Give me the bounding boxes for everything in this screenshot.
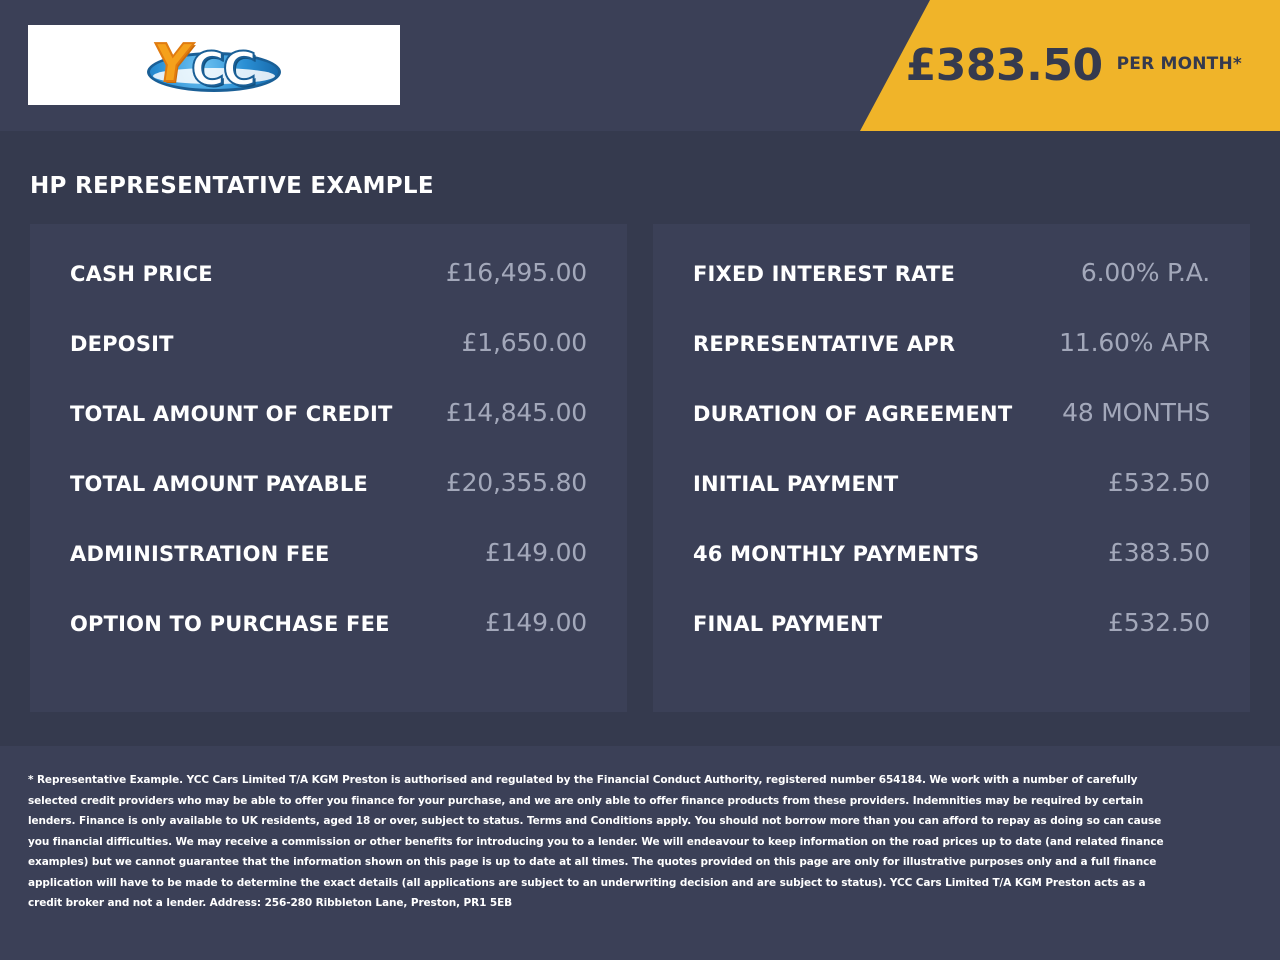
- row-label: ADMINISTRATION FEE: [70, 542, 330, 566]
- table-row: [693, 608, 1210, 678]
- row-label: DEPOSIT: [70, 332, 174, 356]
- row-label: FIXED INTEREST RATE: [693, 262, 956, 286]
- table-row: [693, 328, 1210, 398]
- row-label: FINAL PAYMENT: [693, 612, 883, 636]
- row-value: £1,650.00: [461, 328, 587, 357]
- monthly-price-amount: £383.50: [905, 40, 1103, 91]
- table-row: [693, 258, 1210, 328]
- table-row: [693, 468, 1210, 538]
- monthly-price-group: [906, 0, 1242, 131]
- disclaimer-text: * Representative Example. YCC Cars Limited T/A KGM Preston is authorised and regulated by the Financial Conduct Authority, registered number 654184. We work with a number of carefully selected credit providers who may be able to offer you finance for your purchase, and we are only able to offer finance products from these providers. Indemnities may be required by certain lenders. Finance is only available to UK residents, aged 18 or over, subject to status. Terms and Conditions apply. You should not borrow more than you can afford to repay as doing so can cause you financial difficulties. We may receive a commission or other benefits for introducing you to a lender. We will endeavour to keep information on the road prices up to date (and related finance examples) but we cannot guarantee that the information shown on this page is up to date at all times. The quotes provided on this page are only for illustrative purposes only and a full finance application will have to be made to determine the exact details (all applications are subject to an underwriting decision and are subject to status). YCC Cars Limited T/A KGM Preston acts as a credit broker and not a lender. Address: 256-280 Ribbleton Lane, Preston, PR1 5EB: [28, 774, 1164, 909]
- monthly-price-period: PER MONTH*: [1116, 53, 1242, 74]
- row-value: 48 MONTHS: [1062, 398, 1210, 427]
- row-value: £14,845.00: [445, 398, 587, 427]
- row-label: CASH PRICE: [70, 262, 213, 286]
- row-label: OPTION TO PURCHASE FEE: [70, 612, 390, 636]
- row-value: £532.50: [1108, 468, 1210, 497]
- row-value: £20,355.80: [445, 468, 587, 497]
- row-label: REPRESENTATIVE APR: [693, 332, 956, 356]
- table-row: [70, 258, 587, 328]
- logo-letter-y: Y: [148, 34, 195, 94]
- table-row: [693, 398, 1210, 468]
- row-label: INITIAL PAYMENT: [693, 472, 899, 496]
- table-row: [70, 328, 587, 398]
- page-title: HP REPRESENTATIVE EXAMPLE: [30, 173, 434, 199]
- row-value: £383.50: [1108, 538, 1210, 567]
- row-label: TOTAL AMOUNT PAYABLE: [70, 472, 368, 496]
- row-value: 11.60% APR: [1059, 328, 1210, 357]
- row-label: DURATION OF AGREEMENT: [693, 402, 1013, 426]
- row-label: 46 MONTHLY PAYMENTS: [693, 542, 980, 566]
- ycc-logo: [28, 25, 400, 105]
- table-row: [70, 468, 587, 538]
- row-value: 6.00% P.A.: [1080, 258, 1210, 287]
- row-value: £16,495.00: [445, 258, 587, 287]
- row-value: £149.00: [485, 538, 587, 567]
- table-row: [70, 538, 587, 608]
- page-header: [0, 0, 1280, 131]
- row-value: £532.50: [1108, 608, 1210, 637]
- table-row: [693, 538, 1210, 608]
- right-details-panel: [653, 224, 1250, 712]
- row-value: £149.00: [485, 608, 587, 637]
- disclaimer-section: [0, 746, 1280, 960]
- logo-artwork: [139, 34, 289, 96]
- table-row: [70, 608, 587, 678]
- row-label: TOTAL AMOUNT OF CREDIT: [70, 402, 393, 426]
- logo-letters-cc: CC: [191, 42, 255, 96]
- left-details-panel: [30, 224, 627, 712]
- table-row: [70, 398, 587, 468]
- finance-details-panels: [30, 224, 1250, 712]
